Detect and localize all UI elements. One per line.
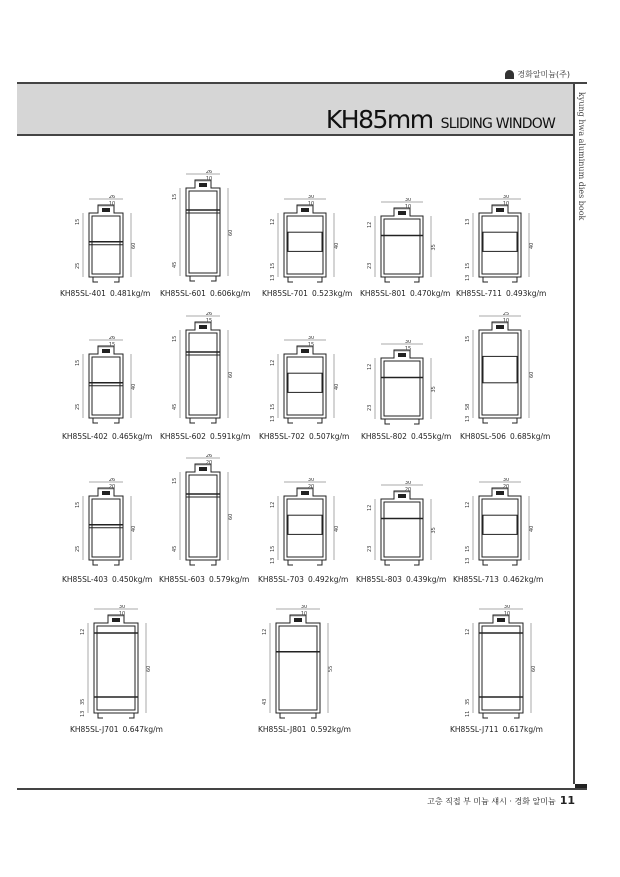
- profile-caption: [258, 725, 351, 734]
- dim-top: 26: [108, 195, 116, 200]
- profile-caption: [361, 432, 451, 441]
- dim-b: 25: [75, 545, 81, 552]
- dim-b: 35: [465, 698, 471, 705]
- profile-drawing: [465, 195, 547, 291]
- profile-code: KH85SL-713: [453, 575, 499, 584]
- profile-svg: [367, 340, 449, 433]
- profile-drawing: [75, 195, 149, 291]
- profile-weight: 0.492kg/m: [307, 575, 349, 584]
- profile-svg: [465, 478, 547, 574]
- dim-notch: 15: [404, 346, 412, 352]
- profile-caption: [450, 725, 543, 734]
- dim-top: 30: [307, 195, 315, 200]
- bottom-rule: [17, 788, 587, 790]
- dim-height: 60: [131, 242, 137, 249]
- dim-top: 25: [502, 312, 510, 317]
- profile-svg: [270, 478, 352, 574]
- profile-drawing: [367, 340, 449, 433]
- dim-height: 40: [334, 525, 340, 532]
- profile-weight: 0.470kg/m: [409, 289, 451, 298]
- profile-code: KH85SL-602: [160, 432, 206, 441]
- profile-code: KH85SL-J801: [258, 725, 307, 734]
- dim-height: 55: [328, 665, 334, 672]
- dim-height: 60: [531, 665, 537, 672]
- dim-notch: 20: [404, 487, 412, 493]
- profile-code: KH85SL-601: [160, 289, 206, 298]
- profile-drawing: [75, 336, 149, 432]
- profile-drawing: [270, 478, 352, 574]
- profile-caption: [160, 289, 250, 298]
- dim-height: 40: [529, 525, 535, 532]
- dim-a: 15: [172, 193, 178, 200]
- page-title: [326, 105, 555, 134]
- dim-c: 13: [465, 415, 471, 422]
- dim-height: 60: [146, 665, 152, 672]
- dim-a: 12: [270, 359, 276, 366]
- profile-drawing: [367, 198, 449, 291]
- profile-drawing: [172, 454, 246, 574]
- dim-height: 40: [529, 242, 535, 249]
- profile-caption: [259, 432, 349, 441]
- profile-code: KH85SL-J701: [70, 725, 119, 734]
- profile-code: KH85SL-711: [456, 289, 502, 298]
- dim-b: 15: [270, 545, 276, 552]
- dim-top: 30: [502, 478, 510, 483]
- profile-weight: 0.507kg/m: [308, 432, 350, 441]
- dim-top: 30: [404, 340, 412, 345]
- profile-svg: [75, 195, 149, 291]
- dim-a: 12: [465, 501, 471, 508]
- dim-height: 60: [228, 371, 234, 378]
- dim-b: 45: [172, 261, 178, 268]
- dim-b: 23: [367, 262, 373, 269]
- profile-drawing: [465, 478, 547, 574]
- profile-svg: [75, 478, 149, 574]
- profile-code: KH85SL-402: [62, 432, 108, 441]
- profile-code: KH85SL-401: [60, 289, 106, 298]
- profile-drawing: [367, 481, 449, 574]
- dim-notch: 10: [502, 201, 510, 207]
- profile-drawing: [172, 170, 246, 290]
- profile-weight: 0.523kg/m: [311, 289, 353, 298]
- profile-caption: [60, 289, 150, 298]
- profile-weight: 0.606kg/m: [209, 289, 251, 298]
- profile-drawing: [465, 605, 549, 727]
- profile-caption: [258, 575, 348, 584]
- dim-height: 35: [431, 527, 437, 534]
- page-number: 11: [559, 794, 575, 807]
- profile-weight: 0.592kg/m: [310, 725, 351, 734]
- dim-a: 12: [465, 628, 471, 635]
- profile-caption: [70, 725, 163, 734]
- side-label: [577, 92, 587, 221]
- profile-code: KH80SL-506: [460, 432, 506, 441]
- title-banner: [17, 84, 573, 136]
- profile-code: KH85SL-703: [258, 575, 304, 584]
- footer-text: 고층 직접 부 미늄 섀시 · 경화 알미늄: [427, 797, 556, 806]
- dim-a: 15: [75, 359, 81, 366]
- dim-top: 26: [205, 454, 213, 459]
- dim-a: 12: [367, 221, 373, 228]
- dim-a: 15: [75, 501, 81, 508]
- dim-c: 13: [465, 274, 471, 281]
- dim-notch: 10: [300, 611, 308, 617]
- dim-c: 13: [270, 274, 276, 281]
- page-title-main: KH85mm: [325, 105, 433, 134]
- dim-top: 30: [404, 481, 412, 486]
- dim-notch: 20: [502, 484, 510, 490]
- dim-notch: 10: [118, 611, 126, 617]
- profile-drawing: [172, 312, 246, 432]
- dim-b: 23: [367, 404, 373, 411]
- profile-drawing: [80, 605, 164, 727]
- side-label-text: kyung hwa aluminum dies book: [577, 92, 586, 221]
- profile-weight: 0.450kg/m: [111, 575, 153, 584]
- profile-drawing: [465, 312, 547, 432]
- profile-drawing: [262, 605, 346, 727]
- page-footer: [427, 794, 575, 807]
- profile-code: KH85SL-802: [361, 432, 407, 441]
- profile-code: KH85SL-701: [262, 289, 308, 298]
- profile-weight: 0.481kg/m: [109, 289, 151, 298]
- profile-caption: [159, 575, 249, 584]
- profile-svg: [367, 198, 449, 291]
- profile-code: KH85SL-803: [356, 575, 402, 584]
- dim-top: 26: [205, 170, 213, 175]
- profile-code: KH85SL-403: [62, 575, 108, 584]
- dim-height: 35: [431, 386, 437, 393]
- dim-b: 23: [367, 545, 373, 552]
- dim-height: 60: [228, 513, 234, 520]
- profile-weight: 0.462kg/m: [502, 575, 544, 584]
- side-rule: [573, 84, 575, 784]
- dim-top: 30: [503, 605, 511, 610]
- profile-code: KH85SL-603: [159, 575, 205, 584]
- profile-caption: [62, 432, 152, 441]
- profile-code: KH85SL-J711: [450, 725, 499, 734]
- profile-weight: 0.647kg/m: [122, 725, 163, 734]
- dim-top: 26: [108, 336, 116, 341]
- dim-a: 15: [172, 477, 178, 484]
- dim-top: 30: [307, 478, 315, 483]
- dim-a: 12: [367, 363, 373, 370]
- dim-b: 15: [270, 403, 276, 410]
- profile-caption: [456, 289, 546, 298]
- dim-b: 58: [465, 403, 471, 410]
- dim-a: 12: [367, 504, 373, 511]
- dim-c: 13: [465, 557, 471, 564]
- profile-svg: [262, 605, 346, 727]
- dim-b: 45: [172, 545, 178, 552]
- dim-b: 15: [465, 545, 471, 552]
- profile-drawing: [270, 195, 352, 291]
- dim-b: 45: [172, 403, 178, 410]
- page-title-sub: SLIDING WINDOW: [440, 116, 555, 132]
- profile-svg: [270, 336, 352, 432]
- profile-weight: 0.493kg/m: [505, 289, 547, 298]
- dim-top: 30: [502, 195, 510, 200]
- dim-height: 40: [334, 242, 340, 249]
- profile-svg: [465, 605, 549, 727]
- brand-logo: [505, 69, 570, 80]
- dim-notch: 15: [307, 342, 315, 348]
- dim-notch: 15: [108, 342, 116, 348]
- profile-weight: 0.455kg/m: [410, 432, 452, 441]
- dim-height: 40: [131, 383, 137, 390]
- profile-caption: [360, 289, 450, 298]
- dim-a: 15: [75, 218, 81, 225]
- dim-a: 13: [465, 218, 471, 225]
- dim-top: 30: [404, 198, 412, 203]
- dim-c: 13: [80, 710, 86, 717]
- profile-weight: 0.591kg/m: [209, 432, 251, 441]
- dim-a: 12: [270, 501, 276, 508]
- company-logo-icon: [505, 70, 514, 79]
- dim-notch: 15: [205, 318, 213, 324]
- dim-b: 35: [80, 698, 86, 705]
- profile-svg: [75, 336, 149, 432]
- profile-svg: [465, 195, 547, 291]
- dim-height: 60: [228, 229, 234, 236]
- profile-caption: [356, 575, 446, 584]
- profile-svg: [270, 195, 352, 291]
- dim-height: 35: [431, 244, 437, 251]
- profile-svg: [172, 454, 246, 574]
- profile-caption: [62, 575, 152, 584]
- profile-caption: [262, 289, 352, 298]
- profile-weight: 0.685kg/m: [509, 432, 551, 441]
- profile-drawing: [270, 336, 352, 432]
- profile-code: KH85SL-801: [360, 289, 406, 298]
- dim-c: 13: [270, 415, 276, 422]
- profile-weight: 0.579kg/m: [208, 575, 250, 584]
- dim-notch: 20: [205, 460, 213, 466]
- dim-height: 60: [529, 371, 535, 378]
- dim-height: 40: [334, 383, 340, 390]
- profile-weight: 0.617kg/m: [502, 725, 543, 734]
- dim-notch: 20: [307, 484, 315, 490]
- profile-drawing: [75, 478, 149, 574]
- dim-a: 12: [80, 628, 86, 635]
- dim-notch: 10: [503, 611, 511, 617]
- dim-c: 13: [270, 557, 276, 564]
- dim-a: 12: [262, 628, 268, 635]
- dim-notch: 10: [205, 176, 213, 182]
- dim-top: 30: [307, 336, 315, 341]
- dim-top: 26: [205, 312, 213, 317]
- profile-svg: [465, 312, 547, 432]
- profile-svg: [172, 312, 246, 432]
- dim-a: 15: [172, 335, 178, 342]
- profile-caption: [160, 432, 250, 441]
- dim-notch: 20: [108, 484, 116, 490]
- dim-b: 25: [75, 262, 81, 269]
- profile-svg: [80, 605, 164, 727]
- dim-notch: 10: [502, 318, 510, 324]
- dim-b: 15: [270, 262, 276, 269]
- dim-notch: 10: [404, 204, 412, 210]
- dim-a: 12: [270, 218, 276, 225]
- dim-notch: 10: [108, 201, 116, 207]
- dim-top: 26: [108, 478, 116, 483]
- dim-top: 30: [300, 605, 308, 610]
- dim-b: 25: [75, 403, 81, 410]
- dim-notch: 10: [307, 201, 315, 207]
- dim-c: 11: [465, 710, 471, 717]
- brand-name: 경화알미늄(주): [517, 70, 570, 79]
- profile-svg: [367, 481, 449, 574]
- dim-b: 43: [262, 698, 268, 705]
- profile-caption: [460, 432, 550, 441]
- dim-top: 30: [118, 605, 126, 610]
- profile-weight: 0.439kg/m: [405, 575, 447, 584]
- profile-code: KH85SL-702: [259, 432, 305, 441]
- profile-weight: 0.465kg/m: [111, 432, 153, 441]
- dim-height: 40: [131, 525, 137, 532]
- dim-a: 15: [465, 335, 471, 342]
- profile-caption: [453, 575, 543, 584]
- dim-b: 15: [465, 262, 471, 269]
- profile-svg: [172, 170, 246, 290]
